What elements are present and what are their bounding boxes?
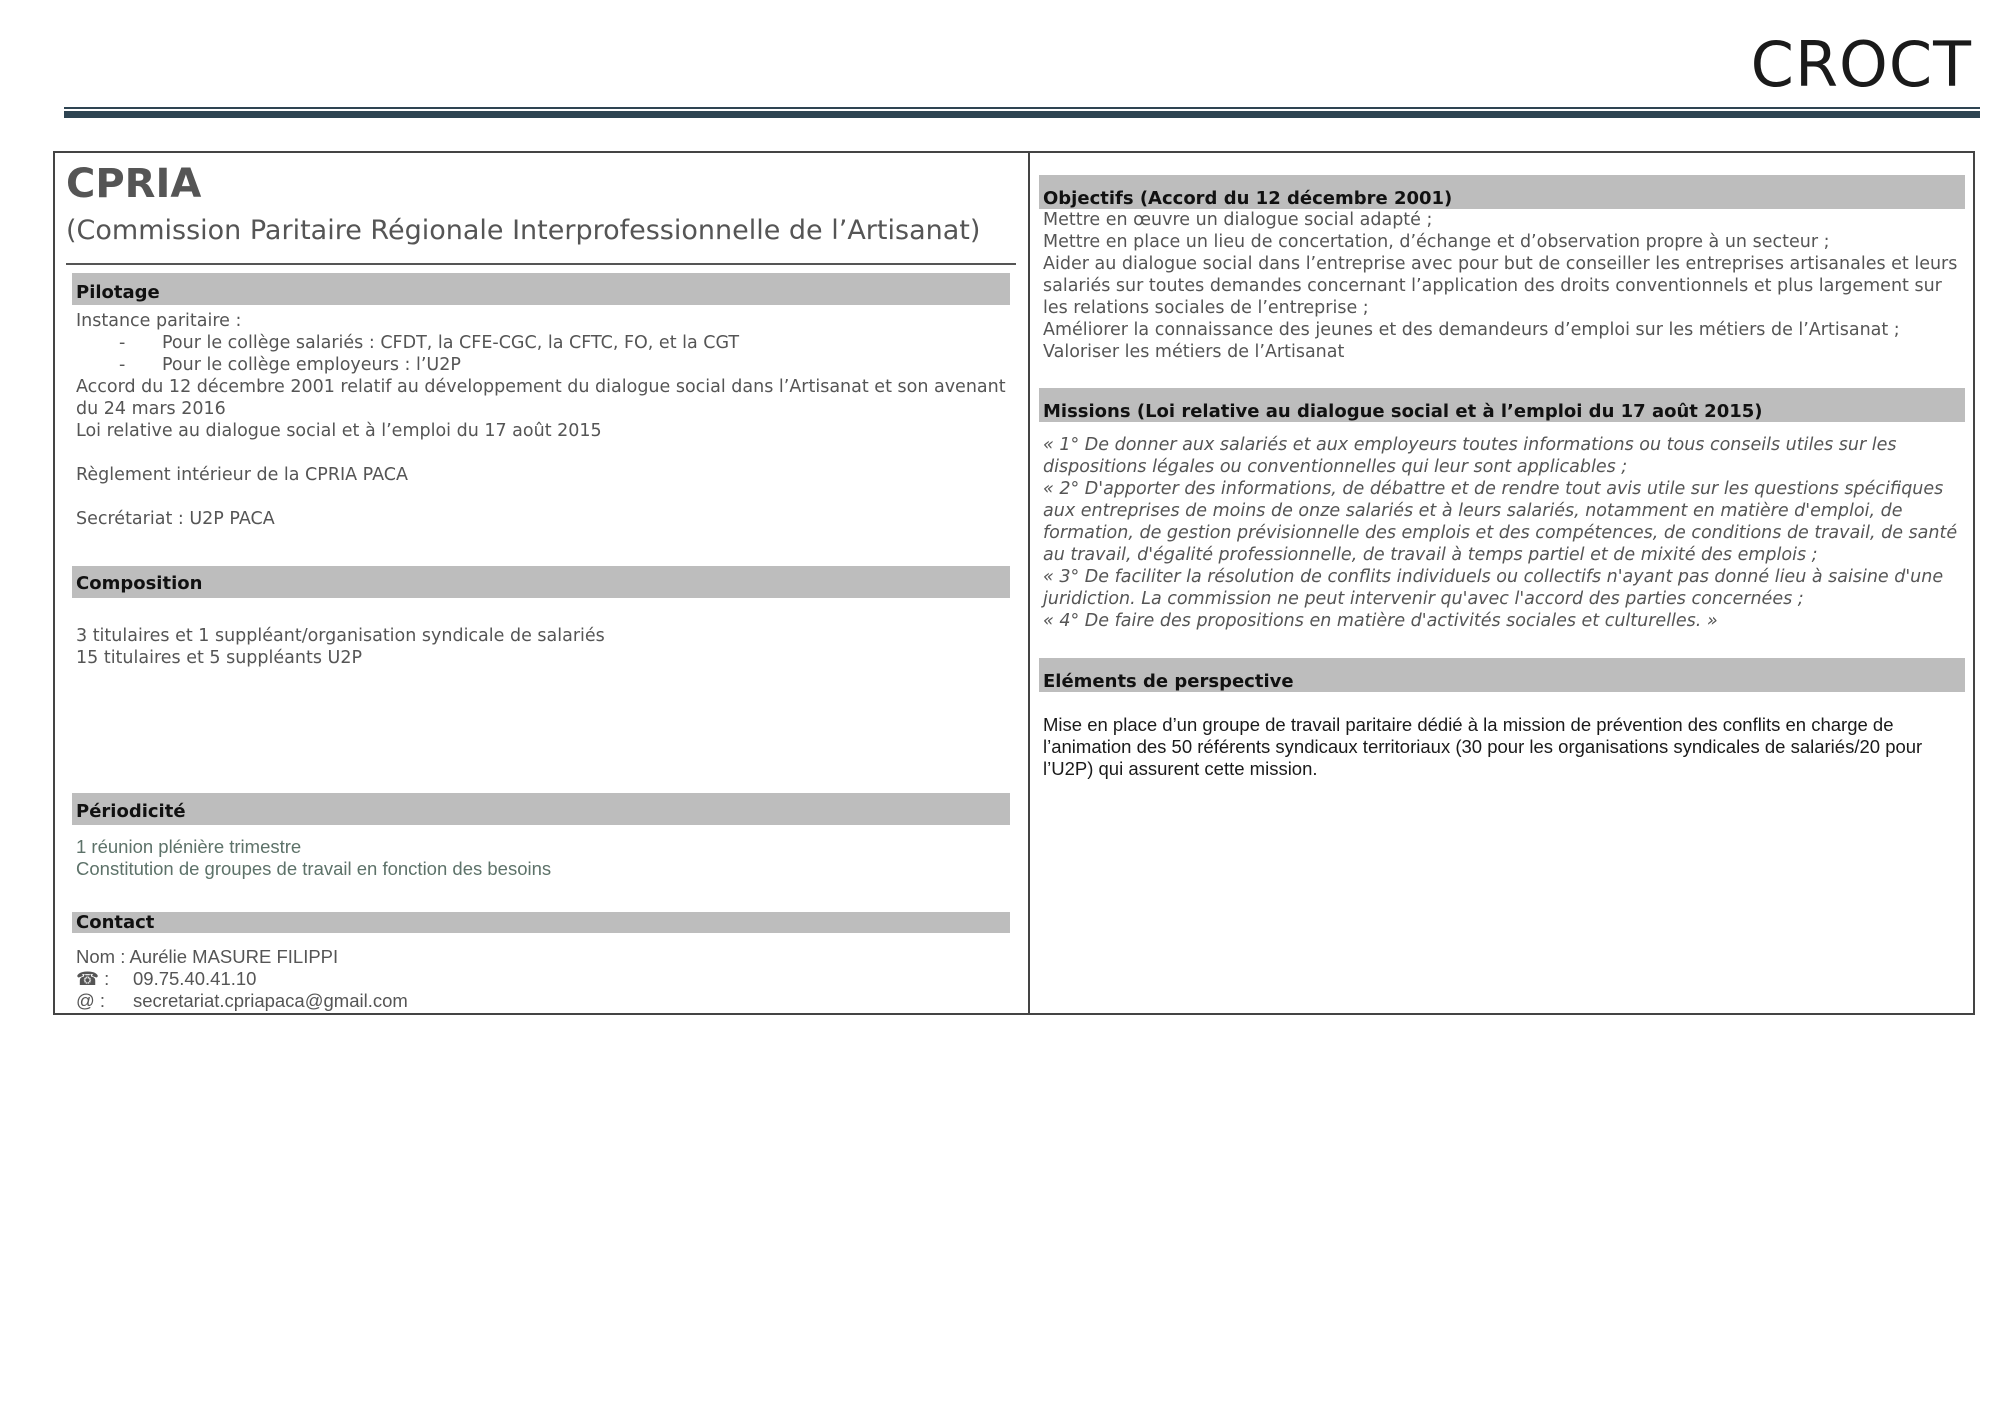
objectif-line: Valoriser les métiers de l’Artisanat xyxy=(1043,342,1345,362)
perspective-text: Mise en place d’un groupe de travail paritaire dédié à la mission de prévention des conflits en charge de l’animation des 50 référents syndicaux territoriaux (30 pour les organisations syndicales de salariés/20 pour l’U2P) qui assurent cette mission. xyxy=(1043,714,1923,779)
pilotage-bullet-salaries xyxy=(76,332,1016,354)
title-rule xyxy=(66,263,1016,265)
composition-line-2: 15 titulaires et 5 suppléants U2P xyxy=(76,648,363,668)
pilotage-heading: Pilotage xyxy=(72,273,1010,305)
objectif-line: Mettre en place un lieu de concertation, d’échange et d’observation propre à un secteur ; xyxy=(1043,232,1830,252)
contact-heading: Contact xyxy=(72,912,1010,933)
pilotage-bullet-employeurs xyxy=(76,354,1016,376)
contact-phone-row xyxy=(76,968,1016,990)
perspective-content xyxy=(1043,714,1965,780)
composition-content xyxy=(76,625,1016,669)
composition-line-1: 3 titulaires et 1 suppléant/organisation syndicale de salariés xyxy=(76,626,605,646)
pilotage-secretariat: Secrétariat : U2P PACA xyxy=(76,509,275,529)
cpria-title: CPRIA xyxy=(66,161,202,207)
periodicite-line-1: 1 réunion plénière trimestre xyxy=(76,836,302,857)
document-title: CROCT xyxy=(1750,28,1972,101)
contact-email-row xyxy=(76,990,1016,1012)
contact-content xyxy=(76,946,1016,1012)
header-rule-thin xyxy=(64,107,1980,109)
objectifs-heading: Objectifs (Accord du 12 décembre 2001) xyxy=(1039,175,1965,209)
perspective-heading: Eléments de perspective xyxy=(1039,658,1965,692)
objectif-line: Améliorer la connaissance des jeunes et des demandeurs d’emploi sur les métiers de l’Artisanat ; xyxy=(1043,320,1900,340)
contact-name: Nom : Aurélie MASURE FILIPPI xyxy=(76,946,339,967)
contact-phone: 09.75.40.41.10 xyxy=(133,968,257,989)
periodicite-line-2: Constitution de groupes de travail en fonction des besoins xyxy=(76,858,552,879)
contact-email: secretariat.cpriapaca@gmail.com xyxy=(133,990,408,1011)
pilotage-instance: Instance paritaire : xyxy=(76,311,242,331)
mission-line: « 4° De faire des propositions en matière d'activités sociales et culturelles. » xyxy=(1043,611,1718,631)
cpria-subtitle: (Commission Paritaire Régionale Interprofessionnelle de l’Artisanat) xyxy=(66,215,981,246)
header-rule-thick xyxy=(64,111,1980,118)
email-icon: @ : xyxy=(76,990,106,1011)
mission-line: « 2° D'apporter des informations, de débattre et de rendre tout avis utile sur les questions spécifiques aux entreprises de moins de onze salariés et à leurs salariés, notamment en matière d'emploi, de formation, de gestion prévisionnelle des emplois et des compétences, de conditions de travail, de santé au travail, d'égalité professionnelle, de travail à temps partiel et de mixité des emplois ; xyxy=(1043,479,1958,565)
missions-content xyxy=(1043,434,1965,632)
objectif-line: Mettre en œuvre un dialogue social adapté ; xyxy=(1043,210,1433,230)
phone-icon: ☎ : xyxy=(76,968,110,989)
column-divider xyxy=(1028,151,1030,1015)
objectif-line: Aider au dialogue social dans l’entreprise avec pour but de conseiller les entreprises artisanales et leurs salariés sur toutes demandes concernant l’application des droits conventionnels et plus largement sur les relations sociales de l’entreprise ; xyxy=(1043,254,1958,318)
bullet-dash: - xyxy=(119,333,126,353)
mission-line: « 3° De faciliter la résolution de conflits individuels ou collectifs n'ayant pas donné lieu à saisine d'une juridiction. La commission ne peut intervenir qu'avec l'accord des parties concernées ; xyxy=(1043,567,1944,609)
pilotage-accord: Accord du 12 décembre 2001 relatif au développement du dialogue social dans l’Artisanat et son avenant du 24 mars 2016 xyxy=(76,377,1006,419)
bullet-employeurs-text: Pour le collège employeurs : l’U2P xyxy=(162,355,461,375)
missions-heading: Missions (Loi relative au dialogue social et à l’emploi du 17 août 2015) xyxy=(1039,388,1965,422)
pilotage-loi: Loi relative au dialogue social et à l’emploi du 17 août 2015 xyxy=(76,421,602,441)
mission-line: « 1° De donner aux salariés et aux employeurs toutes informations ou tous conseils utiles sur les dispositions légales ou conventionnelles qui leur sont applicables ; xyxy=(1043,435,1897,477)
bullet-dash: - xyxy=(119,355,126,375)
periodicite-heading: Périodicité xyxy=(72,793,1010,825)
periodicite-content xyxy=(76,836,1016,880)
left-column xyxy=(66,160,1016,265)
objectifs-content xyxy=(1043,209,1965,363)
pilotage-content xyxy=(76,310,1016,530)
pilotage-reglement: Règlement intérieur de la CPRIA PACA xyxy=(76,465,408,485)
bullet-salaries-text: Pour le collège salariés : CFDT, la CFE-CGC, la CFTC, FO, et la CGT xyxy=(162,333,740,353)
composition-heading: Composition xyxy=(72,566,1010,598)
